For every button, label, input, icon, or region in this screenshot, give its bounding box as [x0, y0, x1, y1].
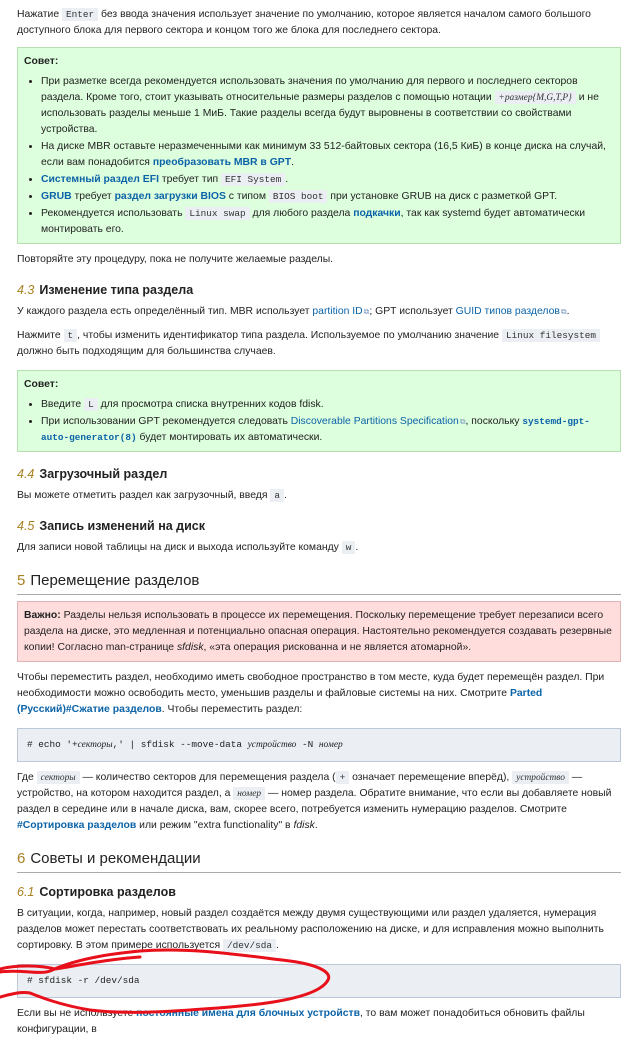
tip-list-item — [41, 413, 613, 446]
text: или режим "extra functionality" в — [136, 820, 294, 831]
inline-code: + — [336, 771, 350, 784]
tip-list-item — [41, 138, 613, 171]
text: Введите — [41, 399, 85, 410]
text: Для записи новой таблицы на диск и выхода используйте команду — [17, 542, 342, 553]
text: для просмотра списка внутренних кодов fdisk. — [97, 399, 324, 410]
text: . — [314, 820, 318, 831]
warning-text — [24, 608, 613, 656]
bold-text: Важно: — [24, 610, 61, 621]
text: . — [566, 306, 570, 317]
inline-code-italic — [512, 771, 569, 784]
text: . — [285, 174, 289, 185]
text: Нажатие — [17, 9, 63, 20]
text: будет монтировать их автоматически. — [136, 432, 323, 443]
change-type-paragraph — [17, 328, 621, 360]
wiki-link[interactable]: #Сортировка разделов — [17, 820, 137, 831]
inline-code: t — [64, 329, 78, 342]
wiki-link[interactable]: постоянные имена для блочных устройств — [136, 1008, 360, 1019]
tip-title: Совет: — [24, 379, 59, 390]
text: Рекомендуется использовать — [41, 208, 186, 219]
inline-code: /dev/sda — [223, 939, 276, 952]
tip-list — [24, 73, 613, 238]
inline-code: EFI System — [221, 173, 285, 186]
section-heading-4-4 — [17, 465, 621, 483]
text: — номер раздела. Обратите внимание, что если вы добавляете новый раздел в середине или в начале диска, вам, скорее всего, потребуется изменить нумерацию разделов. Смотрите — [17, 788, 612, 815]
inline-code: Enter — [62, 8, 98, 21]
external-link[interactable]: partition ID ⧉ — [312, 306, 369, 317]
text: При использовании GPT рекомендуется следовать — [41, 416, 291, 427]
article-content — [17, 0, 621, 1042]
inline-code: BIOS boot — [269, 190, 328, 203]
external-link[interactable]: GUID типов разделов ⧉ — [456, 306, 567, 317]
italic-text: номер — [318, 740, 343, 750]
text: , чтобы изменить идентификатор типа раздела. Используемое по умолчанию значение — [77, 330, 502, 341]
text: для любого раздела — [249, 208, 354, 219]
text: Если вы не используете — [17, 1008, 137, 1019]
text: На диске MBR оставьте неразмеченными как минимум 33 512-байтовых сектора (16,5 КиБ) в конце диска на случай, если вам понадобится — [41, 141, 606, 168]
text: с типом — [225, 191, 269, 202]
text: , так как systemd будет автоматически монтировать его. — [41, 208, 586, 235]
text: # sfdisk -r /dev/sda — [27, 975, 140, 986]
wiki-link[interactable]: раздел загрузки BIOS — [114, 191, 226, 202]
inline-code: L — [84, 398, 98, 411]
italic-text: устройство — [516, 773, 565, 783]
code-block-move — [17, 728, 621, 762]
inline-code: a — [270, 489, 284, 502]
section-heading-4-3 — [17, 281, 621, 299]
section-title: Изменение типа раздела — [39, 283, 194, 297]
text: , то вам может понадобиться обновить файлы конфигурации, в — [17, 1008, 585, 1035]
text: В ситуации, когда, например, новый раздел создаётся между двумя существующими или раздел удаляется, нумерация разделов может перестать соответствовать их реальному расположению на диске, и для исправления можно выполнить сортировку. В этом примере используется — [17, 908, 604, 951]
text: требует тип — [158, 174, 222, 185]
section-heading-4-5 — [17, 517, 621, 535]
text: означает перемещение вперёд), — [349, 772, 513, 783]
italic-text: секторы — [77, 740, 113, 750]
italic-text: sfdisk — [176, 642, 204, 653]
text: . — [283, 490, 287, 501]
inline-code-italic — [495, 91, 576, 104]
text: . — [275, 940, 279, 951]
text: при установке GRUB на диск с разметкой GPT. — [327, 191, 558, 202]
wiki-link[interactable]: Системный раздел EFI — [41, 174, 159, 185]
italic-text: номер — [237, 789, 262, 799]
move-paragraph — [17, 670, 621, 718]
text: ; GPT использует — [369, 306, 456, 317]
move-explanation-paragraph — [17, 770, 621, 834]
text: . Чтобы переместить раздел: — [161, 704, 303, 715]
persistent-names-paragraph — [17, 1006, 621, 1038]
tip-list-item — [41, 188, 613, 205]
tip-box — [17, 47, 621, 244]
text: требует — [71, 191, 115, 202]
section-heading-5 — [17, 570, 621, 595]
text: должно быть подходящим для большинства случаев. — [17, 346, 276, 357]
text: -N — [296, 739, 319, 750]
tip-list-item — [41, 171, 613, 188]
tip-list-item — [41, 73, 613, 138]
text: , поскольку — [465, 416, 523, 427]
tip-box-2 — [17, 370, 621, 452]
section-number: 4.3 — [17, 283, 35, 297]
inline-code-italic — [37, 771, 80, 784]
text: Чтобы переместить раздел, необходимо иметь свободное пространство в том месте, куда будет перемещён раздел. При необходимости можно освободить место, уменьшив разделы и файловые системы на них. Смотрите — [17, 672, 605, 699]
text: Повторяйте эту процедуру, пока не получите желаемые разделы. — [17, 254, 334, 265]
section-number: 4.5 — [17, 519, 35, 533]
section-heading-6 — [17, 848, 621, 873]
code-block-sort — [17, 964, 621, 998]
section-title: Загрузочный раздел — [39, 467, 168, 481]
inline-code: Linux filesystem — [502, 329, 600, 342]
tip-list — [24, 396, 613, 446]
section-number: 6 — [17, 850, 26, 867]
repeat-paragraph — [17, 252, 621, 268]
text: — устройство, на котором находится раздел, а — [17, 772, 583, 799]
italic-text: fdisk — [293, 820, 315, 831]
text: Где — [17, 772, 37, 783]
section-number: 6.1 — [17, 885, 35, 899]
text: Нажмите — [17, 330, 64, 341]
italic-text: секторы — [40, 773, 76, 783]
warning-box — [17, 601, 621, 662]
text: У каждого раздела есть определённый тип. MBR использует — [17, 306, 313, 317]
sort-paragraph — [17, 906, 621, 954]
text: При разметке всегда рекомендуется использовать значения по умолчанию для первого и последнего секторов раздела. Кроме того, стоит указывать относительные размеры разделов с помощью нотации — [41, 76, 578, 103]
tip-list-item — [41, 396, 613, 413]
section-title: Запись изменений на диск — [39, 519, 205, 533]
section-title: Советы и рекомендации — [30, 850, 201, 867]
inline-code: w — [342, 541, 356, 554]
text: — количество секторов для перемещения раздела ( — [79, 772, 336, 783]
text: . — [355, 542, 359, 553]
text: . — [291, 157, 294, 168]
text: , «эта операция рискованна и не является атомарной». — [203, 642, 472, 653]
intro-paragraph — [17, 7, 621, 39]
text: # echo '+ — [27, 739, 78, 750]
man-page-link[interactable]: systemd-gpt-auto-generator(8) — [41, 416, 590, 443]
text: и не использовать разделы меньше 1 МиБ. Такие разделы всегда будут выровнены в соответствии со свойствами устройства. — [41, 92, 599, 135]
section-title: Перемещение разделов — [30, 572, 200, 589]
tip-title: Совет: — [24, 56, 59, 67]
inline-code-italic — [233, 787, 265, 800]
section-heading-6-1 — [17, 883, 621, 901]
wiki-link[interactable]: GRUB — [41, 191, 72, 202]
wiki-link[interactable]: преобразовать MBR в GPT — [152, 157, 292, 168]
partition-type-paragraph — [17, 304, 621, 320]
text: без ввода значения использует значение по умолчанию, которое является началом самого большого доступного блока для первого сектора и концом того же блока для последнего сектора. — [17, 9, 591, 36]
inline-code: Linux swap — [185, 207, 249, 220]
write-paragraph — [17, 540, 621, 556]
section-number: 4.4 — [17, 467, 35, 481]
italic-text: устройство — [247, 740, 297, 750]
italic-text: +размер{M,G,T,P} — [498, 93, 572, 103]
wiki-link[interactable]: Parted (Русский)#Сжатие разделов — [17, 688, 543, 715]
section-title: Сортировка разделов — [39, 885, 176, 899]
external-link[interactable]: Discoverable Partitions Specification ⧉ — [291, 416, 466, 427]
bootable-paragraph — [17, 488, 621, 504]
section-number: 5 — [17, 572, 26, 589]
text: ,' | sfdisk --move-data — [112, 739, 248, 750]
wiki-link[interactable]: подкачки — [353, 208, 401, 219]
tip-list-item — [41, 205, 613, 238]
text: Вы можете отметить раздел как загрузочный, введя — [17, 490, 271, 501]
text: Разделы нельзя использовать в процессе их перемещения. Поскольку перемещение требует перезаписи всего раздела на диске, это медленная и потенциально опасная операция. Настоятельно рекомендуется создавать резервные копии! Согласно man-странице — [24, 610, 612, 653]
